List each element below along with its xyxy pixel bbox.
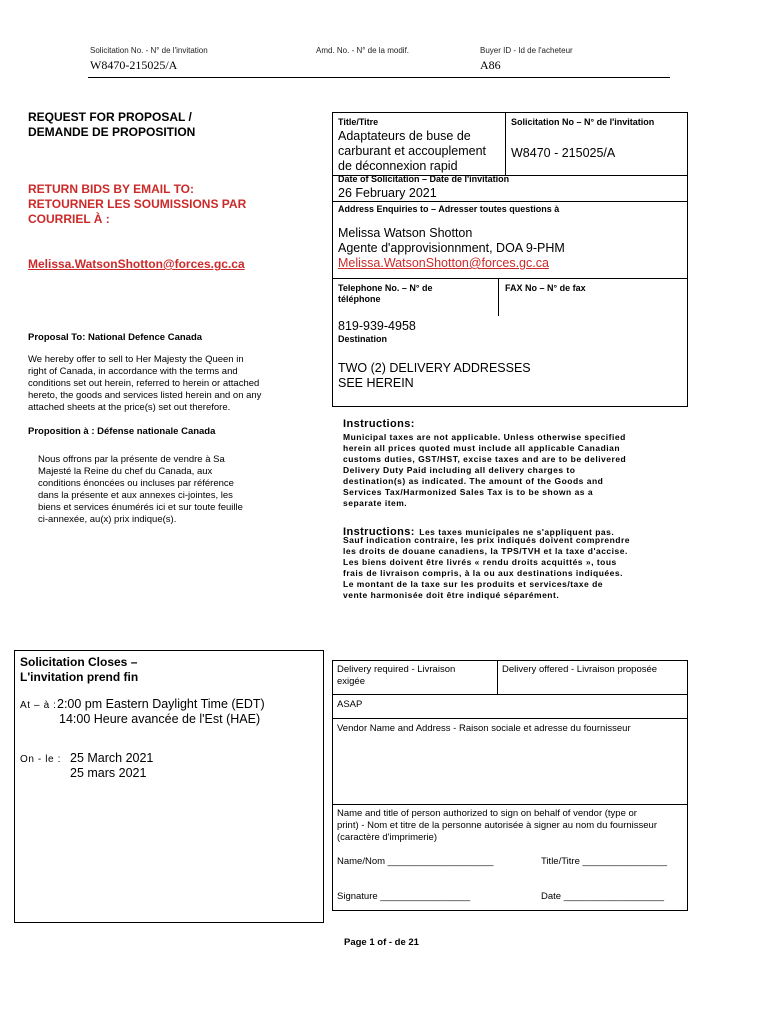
rfp-title — [28, 110, 195, 140]
closes-date-en: 25 March 2021 — [70, 751, 154, 765]
contact-role: Agente d'approvisionnment, DOA 9-PHM — [338, 241, 565, 255]
proposition-a: Proposition à : Défense nationale Canada — [28, 426, 216, 437]
solicitation-closes-box — [14, 650, 324, 923]
header-rule — [88, 77, 670, 78]
enquiries-contact — [338, 226, 565, 271]
rfp-title-fr: DEMANDE DE PROPOSITION — [28, 125, 196, 139]
name-field[interactable]: Name/Nom ____________________ — [337, 856, 494, 867]
divider — [498, 278, 499, 316]
telephone-value: 819-939-4958 — [338, 319, 416, 333]
closes-time-fr: 14:00 Heure avancée de l'Est (HAE) — [59, 712, 261, 726]
return-bids-line3: COURRIEL À : — [28, 212, 110, 226]
closes-time-en: 2:00 pm Eastern Daylight Time (EDT) — [57, 697, 265, 711]
authorized-person-label: Name and title of person authorized to sign on behalf of vendor (type or print) - Nom et titre de la personne autorisée à signer au nom du fournisseur (caractère d'imprimerie) — [337, 808, 657, 843]
divider — [505, 112, 506, 175]
solicitation-date-value: 26 February 2021 — [338, 186, 437, 200]
buyer-id-value: A86 — [480, 58, 501, 72]
divider — [332, 804, 688, 805]
return-bids-line1: RETURN BIDS BY EMAIL TO: — [28, 182, 195, 196]
offer-english: We hereby offer to sell to Her Majesty the Queen in right of Canada, in accordance with the terms and conditions set out herein, referred to herein or attached hereto, the goods and services listed herein and on any attached sheets at the price(s) set out therefore. — [28, 354, 262, 413]
divider — [332, 278, 688, 279]
delivery-required-value: ASAP — [337, 699, 363, 710]
destination-label: Destination — [338, 334, 388, 344]
instructions-title-en: Instructions: — [343, 418, 415, 430]
buyer-id-label: Buyer ID - Id de l'acheteur — [480, 46, 573, 55]
offer-french: Nous offrons par la présente de vendre à Sa Majesté la Reine du chef du Canada, aux conditions énoncées ou incluses par référence dans la présente et aux annexes ci-jointes, les biens et services énumérés ici et sur toute feuille ci-annexée, au(x) prix indique(s). — [38, 454, 243, 525]
divider — [332, 201, 688, 202]
divider — [332, 718, 688, 719]
solicitation-date-label: Date of Solicitation – Date de l'invitation — [338, 174, 510, 184]
contact-email-link[interactable]: Melissa.WatsonShotton@forces.gc.ca — [338, 256, 549, 270]
rfp-title-en: REQUEST FOR PROPOSAL / — [28, 110, 192, 124]
delivery-vendor-box — [332, 660, 688, 911]
closes-on-label: On - le : — [20, 754, 61, 765]
solicitation-no-label: Solicitation No – N° de l'invitation — [511, 117, 655, 127]
divider — [332, 694, 688, 695]
title-label: Title/Titre — [338, 117, 379, 127]
instructions-fr-first: Les taxes municipales ne s'appliquent pas. — [419, 527, 615, 537]
return-bids — [28, 182, 246, 227]
instructions-body-fr: Sauf indication contraire, les prix indiqués doivent comprendre les droits de douane canadiens, la TPS/TVH et la taxe d'accise. Les biens doivent être livrés « rendu droits acquittés », tous frais de livraison compris, à la ou aux destinations indiquées. Le montant de la taxe sur les produits et services/taxe de vente harmonisée doit être indiqué séparément. — [343, 535, 631, 600]
page-number: Page 1 of - de 21 — [344, 937, 419, 948]
date-field[interactable]: Date ___________________ — [541, 891, 665, 902]
contact-name: Melissa Watson Shotton — [338, 226, 473, 240]
fax-label: FAX No – N° de fax — [505, 283, 586, 293]
divider — [497, 660, 498, 694]
solicitation-number-value: W8470-215025/A — [90, 58, 178, 72]
solicitation-number-label: Solicitation No. - N° de l'invitation — [90, 46, 208, 55]
instructions-title-fr: Instructions: — [343, 526, 415, 538]
delivery-required-label: Delivery required - Livraison exigée — [337, 664, 456, 687]
closes-date — [70, 751, 153, 781]
closes-at-label: At – à : — [20, 700, 57, 711]
enquiries-label: Address Enquiries to – Adresser toutes questions à — [338, 204, 560, 214]
title-field[interactable]: Title/Titre ________________ — [541, 856, 668, 867]
instructions-body-en: Municipal taxes are not applicable. Unless otherwise specified herein all prices quoted must include all applicable Canadian customs duties, GST/HST, excise taxes and are to be delivered Delivery Duty Paid including all delivery charges to destination(s) as indicated. The amount of the Goods and Services Tax/Harmonized Sales Tax is to be shown as a separate item. — [343, 432, 627, 508]
signature-field[interactable]: Signature _________________ — [337, 891, 471, 902]
amendment-number-label: Amd. No. - N° de la modif. — [316, 46, 410, 55]
vendor-name-address-label: Vendor Name and Address - Raison sociale et adresse du fournisseur — [337, 723, 631, 734]
delivery-offered-label: Delivery offered - Livraison proposée — [502, 664, 658, 675]
destination-value: TWO (2) DELIVERY ADDRESSES SEE HEREIN — [338, 361, 531, 390]
return-bids-line2: RETOURNER LES SOUMISSIONS PAR — [28, 197, 247, 211]
closes-time — [57, 697, 265, 727]
closes-title: Solicitation Closes – L'invitation prend fin — [20, 655, 139, 684]
closes-date-fr: 25 mars 2021 — [70, 766, 147, 780]
telephone-label: Telephone No. – N° de téléphone — [338, 283, 433, 304]
title-value: Adaptateurs de buse de carburant et accouplement de déconnexion rapid — [338, 129, 487, 173]
proposal-to: Proposal To: National Defence Canada — [28, 332, 203, 343]
return-bids-email-link[interactable]: Melissa.WatsonShotton@forces.gc.ca — [28, 257, 245, 271]
solicitation-no-value: W8470 - 215025/A — [511, 146, 616, 160]
